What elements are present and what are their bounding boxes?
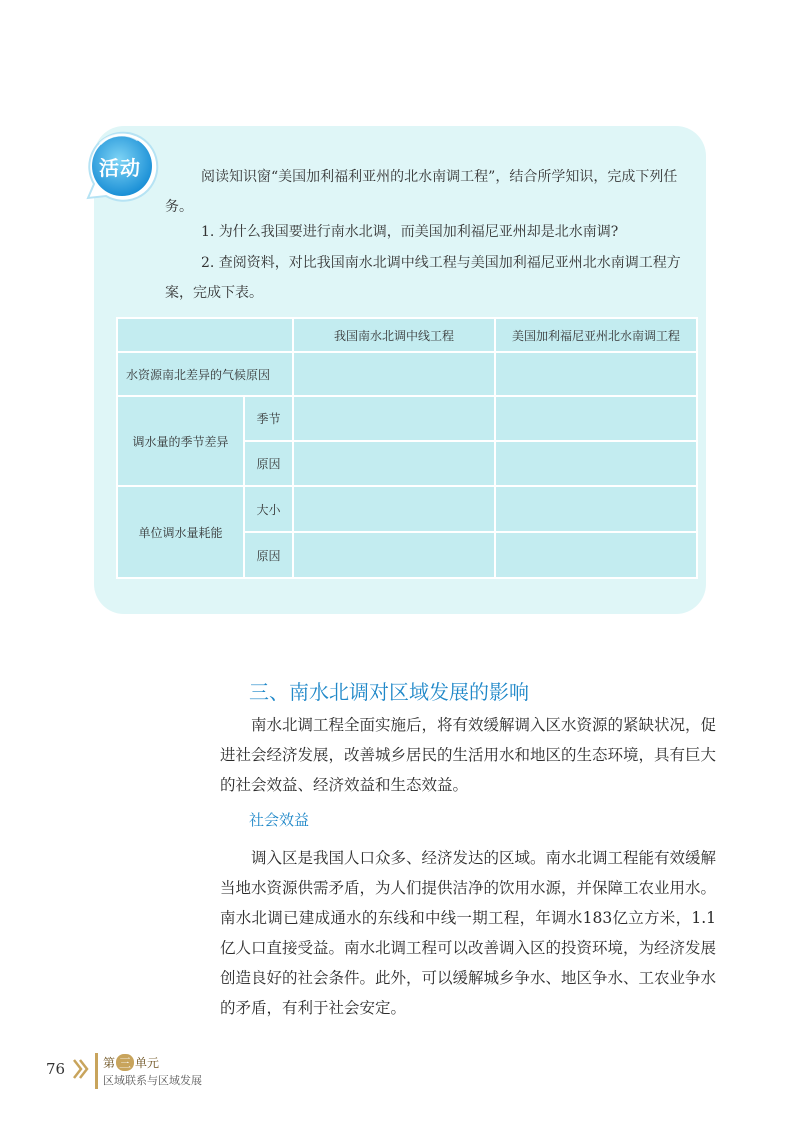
- comparison-table: [116, 317, 698, 579]
- page-number: 76: [46, 1060, 66, 1078]
- table-corner-cell: [117, 318, 293, 352]
- unit-title: [103, 1054, 159, 1071]
- unit-prefix: 第: [103, 1056, 116, 1070]
- row-sublabel-size: 大小: [244, 486, 293, 532]
- answer-cell[interactable]: [495, 486, 697, 532]
- table-row: [117, 352, 697, 396]
- row-label-energy: 单位调水量耗能: [117, 486, 244, 578]
- double-chevron-icon: [72, 1058, 90, 1080]
- answer-cell[interactable]: [495, 532, 697, 578]
- answer-cell[interactable]: [293, 396, 495, 441]
- row-sublabel-reason: 原因: [244, 441, 293, 486]
- body-paragraph: 南水北调工程全面实施后，将有效缓解调入区水资源的紧缺状况，促进社会经济发展，改善城乡居民的生活用水和地区的生态环境，具有巨大的社会效益、经济效益和生态效益。: [220, 716, 717, 794]
- row-sublabel-season: 季节: [244, 396, 293, 441]
- footer-divider: [95, 1053, 98, 1089]
- body-paragraph: 调入区是我国人口众多、经济发达的区域。南水北调工程能有效缓解当地水资源供需矛盾，为人们提供洁净的饮用水源，并保障工农业用水。南水北调已建成通水的东线和中线一期工程，年调水183亿立方米，1.1亿人口直接受益。南水北调工程可以改善调入区的投资环境，为经济发展创造良好的社会条件。此外，可以缓解城乡争水、地区争水、工农业争水的矛盾，有利于社会安定。: [220, 849, 717, 1017]
- row-label-seasonal: 调水量的季节差异: [117, 396, 244, 486]
- activity-badge-label: 活动: [99, 156, 141, 180]
- table-row: [117, 486, 697, 532]
- activity-task-2: 2. 查阅资料，对比我国南水北调中线工程与美国加利福尼亚州北水南调工程方案，完成下表。: [165, 255, 681, 301]
- activity-badge: [78, 128, 162, 212]
- answer-cell[interactable]: [293, 532, 495, 578]
- unit-suffix: 单元: [135, 1056, 160, 1070]
- answer-cell[interactable]: [495, 352, 697, 396]
- activity-task-1: 1. 为什么我国要进行南水北调，而美国加利福尼亚州却是北水南调?: [201, 224, 619, 240]
- table-col-header: 美国加利福尼亚州北水南调工程: [495, 318, 697, 352]
- answer-cell[interactable]: [293, 441, 495, 486]
- row-sublabel-reason: 原因: [244, 532, 293, 578]
- answer-cell[interactable]: [495, 396, 697, 441]
- table-row: [117, 396, 697, 441]
- subheading: 社会效益: [249, 811, 310, 829]
- activity-intro: 阅读知识窗“美国加利福利亚州的北水南调工程”，结合所学知识，完成下列任务。: [165, 169, 678, 215]
- unit-number-badge: 三: [116, 1054, 134, 1071]
- table-header-row: [117, 318, 697, 352]
- row-label-climate: 水资源南北差异的气候原因: [117, 352, 293, 396]
- unit-subtitle: 区域联系与区域发展: [103, 1074, 202, 1087]
- table-col-header: 我国南水北调中线工程: [293, 318, 495, 352]
- answer-cell[interactable]: [293, 486, 495, 532]
- section-title: 三、南水北调对区域发展的影响: [249, 680, 529, 704]
- answer-cell[interactable]: [293, 352, 495, 396]
- answer-cell[interactable]: [495, 441, 697, 486]
